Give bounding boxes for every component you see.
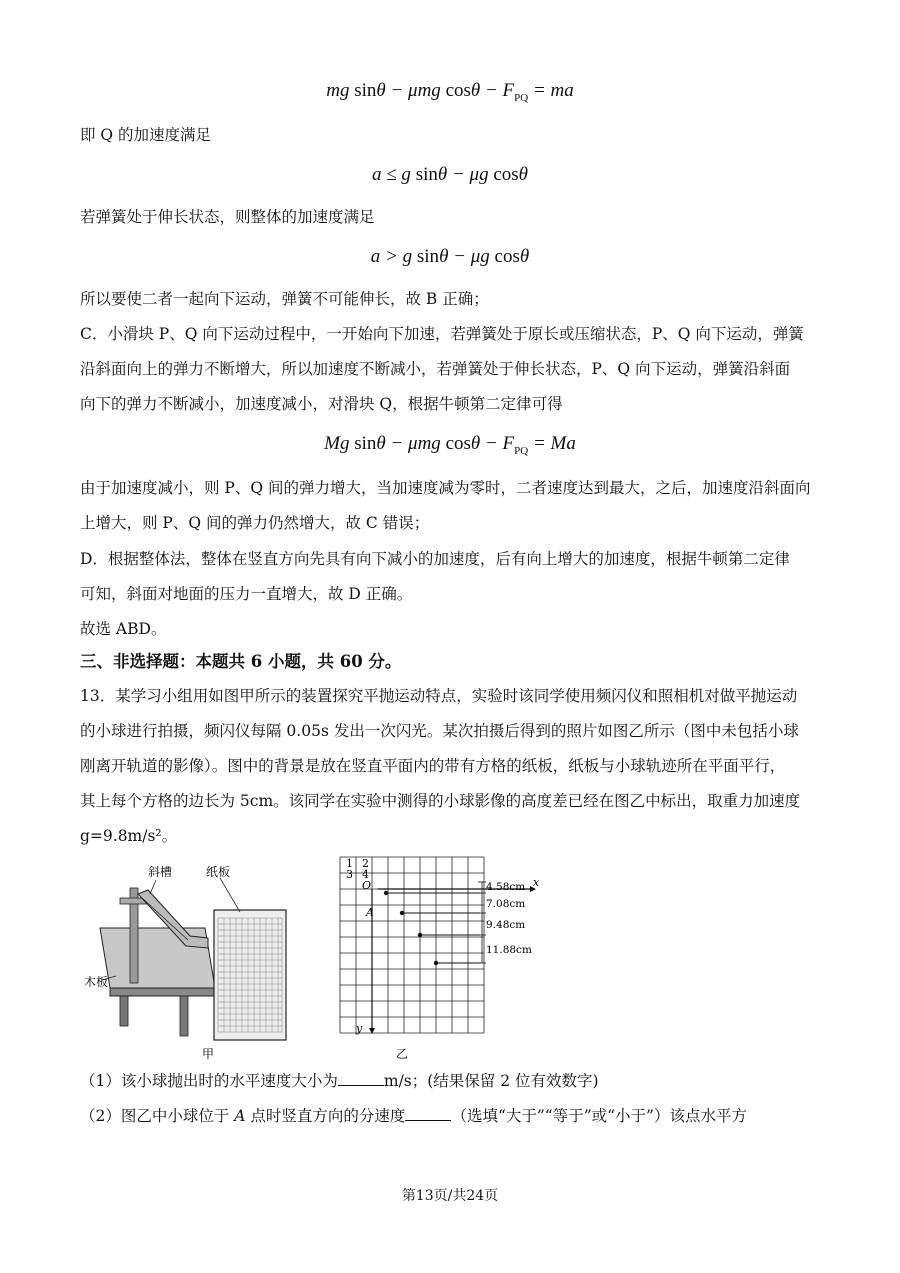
label-wood: 木板 <box>84 975 109 989</box>
axis-x-label: x <box>533 876 540 889</box>
height-label: 9.48cm <box>486 919 526 931</box>
sub-question-text: 点时竖直方向的分速度 <box>245 1107 406 1125</box>
label-board: 纸板 <box>206 865 231 879</box>
sub-question-text: （2）图乙中小球位于 <box>80 1107 235 1125</box>
origin-label: O <box>362 879 372 892</box>
equation-4: Mg sinθ − μmg $\cos\theta - F_{PQ} = Ma$ <box>324 433 576 457</box>
text-line: 上增大，则 P、Q 间的弹力仍然增大，故 C 错误； <box>80 514 430 532</box>
text-line: D．根据整体法，整体在竖直方向先具有向下减小的加速度，后有向上增大的加速度，根据牛顿第二定律 <box>80 550 790 568</box>
cell-label: 4 <box>362 868 369 881</box>
text-line: C．小滑块 P、Q 向下运动过程中，一开始向下加速，若弹簧处于原长或压缩状态，P、Q 向下运动，弹簧 <box>80 325 804 343</box>
answer-blank[interactable] <box>338 1071 384 1086</box>
cell-label: 2 <box>362 857 369 870</box>
cell-label: 3 <box>346 868 353 881</box>
page-number: 第13页/共24页 <box>401 1188 499 1204</box>
equation-1: mg sinθ − μmg $\cos\theta - F_{PQ}$ = ma <box>326 80 574 104</box>
answer-blank[interactable] <box>405 1106 451 1121</box>
text-line: 可知，斜面对地面的压力一直增大，故 D 正确。 <box>80 585 413 603</box>
caption-jia: 甲 <box>202 1047 215 1061</box>
figure-grid <box>320 852 580 1064</box>
question-text: 其上每个方格的边长为 5cm。该同学在实验中测得的小球影像的高度差已经在图乙中标出，取重力加速度 <box>80 792 801 810</box>
text-line: 即 Q 的加速度满足 <box>80 126 212 144</box>
text-line: 若弹簧处于伸长状态，则整体的加速度满足 <box>80 208 375 226</box>
sub-question-1 <box>80 1070 820 1092</box>
question-text: 的小球进行拍摄，频闪仪每隔 0.05s 发出一次闪光。某次拍摄后得到的照片如图乙所示（图中未包括小球 <box>80 722 799 740</box>
height-label: 11.88cm <box>486 944 532 956</box>
equation-3: a > g sinθ − μg cosθ <box>370 246 530 267</box>
question-text: 13．某学习小组用如图甲所示的装置探究平抛运动特点，实验时该同学使用频闪仪和照相机对做平抛运动 <box>80 687 798 705</box>
label-chute: 斜槽 <box>148 865 173 879</box>
cell-label: 1 <box>346 857 353 870</box>
point-a-label: A <box>366 906 374 919</box>
text-line: 向下的弹力不断减小，加速度减小，对滑块 Q，根据牛顿第二定律可得 <box>80 395 563 413</box>
caption-yi: 乙 <box>396 1047 409 1061</box>
section-heading: 三、非选择题：本题共 6 小题，共 60 分。 <box>80 652 402 671</box>
text-line: 沿斜面向上的弹力不断增大，所以加速度不断减小，若弹簧处于伸长状态，P、Q 向下运动，弹簧沿斜面 <box>80 360 791 378</box>
height-label: 7.08cm <box>486 898 526 910</box>
sub-question-text: （选填“大于”“等于”或“小于”）该点水平方 <box>451 1107 747 1125</box>
sub-question-2 <box>80 1105 820 1127</box>
equation-2: a ≤ g sinθ − μg cosθ <box>372 164 528 185</box>
question-text: g=9.8m/s²。 <box>80 827 178 845</box>
text-line: 故选 ABD。 <box>80 620 167 638</box>
height-label: 4.58cm <box>486 881 526 893</box>
text-line: 所以要使二者一起向下运动，弹簧不可能伸长，故 B 正确； <box>80 290 489 308</box>
question-text: 刚离开轨道的影像）。图中的背景是放在竖直平面内的带有方格的纸板，纸板与小球轨迹所在平面平行， <box>80 757 786 775</box>
axis-y-label: y <box>356 1022 363 1035</box>
sub-question-text: （1）该小球抛出时的水平速度大小为 <box>80 1072 338 1090</box>
sub-question-text: m/s；(结果保留 2 位有效数字) <box>383 1072 599 1090</box>
point-ref: A <box>234 1107 246 1125</box>
text-line: 由于加速度减小，则 P、Q 间的弹力增大，当加速度减为零时，二者速度达到最大，之后，加速度沿斜面向 <box>80 479 811 497</box>
figure-apparatus <box>84 858 320 1063</box>
